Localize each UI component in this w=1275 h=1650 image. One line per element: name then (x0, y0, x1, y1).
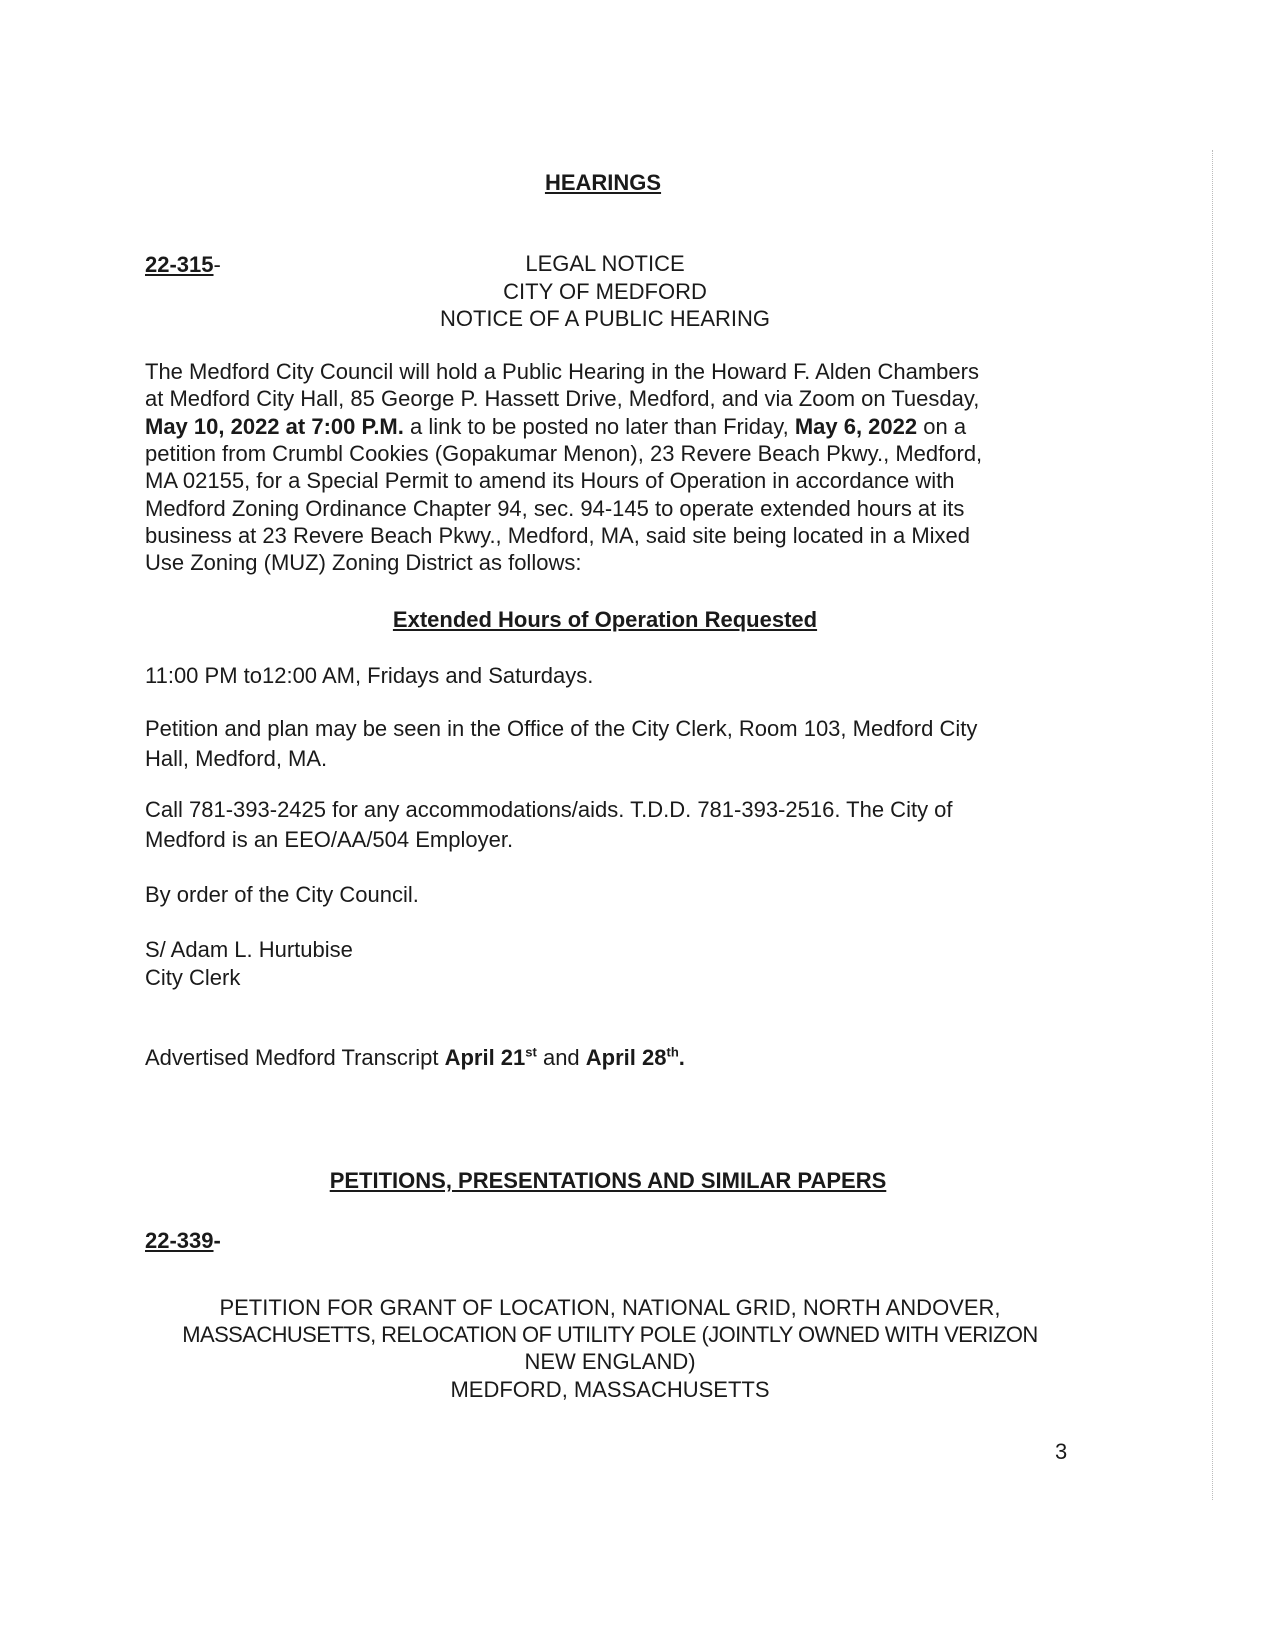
notice-title-2: CITY OF MEDFORD (503, 279, 707, 304)
petition-title-line: NEW ENGLAND) (524, 1349, 696, 1374)
hearing-date: May 10, 2022 at 7:00 P.M. (145, 414, 404, 439)
petition-title-line: MASSACHUSETTS, RELOCATION OF UTILITY POLE (JOINTLY OWNED WITH VERIZON (182, 1322, 1038, 1347)
accommodations-line: Call 781-393-2425 for any accommodations/aids. T.D.D. 781-393-2516. The City of (145, 797, 953, 822)
body-line: petition from Crumbl Cookies (Gopakumar Menon), 23 Revere Beach Pkwy., Medford, (145, 441, 983, 466)
hours-text: 11:00 PM to12:00 AM, Fridays and Saturdays. (145, 663, 594, 688)
order-text: By order of the City Council. (145, 882, 419, 907)
body-line: Use Zoning (MUZ) Zoning District as follows: (145, 550, 582, 575)
body-line: business at 23 Revere Beach Pkwy., Medford, MA, said site being located in a Mixed (145, 523, 971, 548)
page-number: 3 (1055, 1439, 1068, 1464)
item-number: 22-339 (145, 1228, 214, 1253)
item-suffix: - (213, 1228, 221, 1253)
petition-plan-line: Hall, Medford, MA. (145, 746, 328, 771)
body-line (145, 414, 966, 440)
item-number: 22-315 (145, 252, 214, 277)
date-text: April 21 (444, 1045, 526, 1070)
notice-title-3: NOTICE OF A PUBLIC HEARING (439, 306, 771, 331)
signature: S/ Adam L. Hurtubise (145, 937, 353, 962)
advertised-prefix: Advertised Medford Transcript (145, 1045, 445, 1070)
petition-plan-line: Petition and plan may be seen in the Office of the City Clerk, Room 103, Medford City (145, 716, 978, 741)
body-text: on a (917, 414, 967, 439)
accommodations-line: Medford is an EEO/AA/504 Employer. (145, 827, 514, 852)
petition-title-line: MEDFORD, MASSACHUSETTS (450, 1377, 770, 1402)
body-line: MA 02155, for a Special Permit to amend its Hours of Operation in accordance with (145, 468, 955, 493)
advertised-date-2 (586, 1045, 685, 1070)
signer-title: City Clerk (145, 965, 241, 990)
link-date: May 6, 2022 (794, 414, 918, 439)
date-text: April 28 (585, 1045, 667, 1070)
hearings-heading: HEARINGS (544, 170, 662, 195)
advertised-mid: and (536, 1045, 586, 1070)
item-suffix: - (213, 252, 221, 277)
body-text: a link to be posted no later than Friday, (403, 414, 795, 439)
body-line: Medford Zoning Ordinance Chapter 94, sec. 94-145 to operate extended hours at its (145, 496, 965, 521)
notice-title-1: LEGAL NOTICE (525, 251, 685, 276)
advertised-date-1 (445, 1045, 537, 1070)
date-suffix: st (525, 1044, 537, 1060)
date-suffix: th (666, 1044, 679, 1060)
petition-title-line: PETITION FOR GRANT OF LOCATION, NATIONAL GRID, NORTH ANDOVER, (219, 1295, 1001, 1320)
period: . (678, 1045, 685, 1070)
body-line: The Medford City Council will hold a Public Hearing in the Howard F. Alden Chambers (145, 359, 979, 384)
advertised-line (145, 1045, 685, 1071)
extended-hours-heading: Extended Hours of Operation Requested (392, 607, 818, 632)
petition-item-number (145, 1228, 221, 1254)
petitions-heading: PETITIONS, PRESENTATIONS AND SIMILAR PAPERS (329, 1168, 887, 1193)
body-line: at Medford City Hall, 85 George P. Hassett Drive, Medford, and via Zoom on Tuesday, (145, 386, 980, 411)
